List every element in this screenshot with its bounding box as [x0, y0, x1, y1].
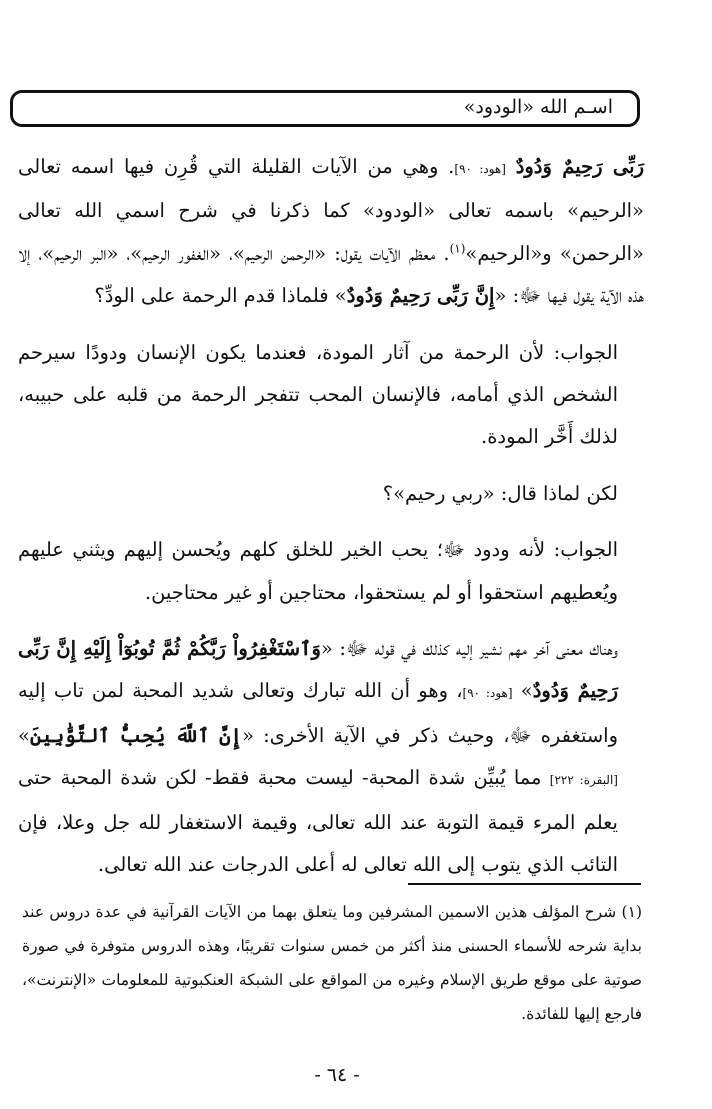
- paragraph-2: الجواب: لأن الرحمة من آثار المودة، فعندما يكون الإنسان ودودًا سيرحم الشخص الذي أمامه، فالإنسان المحب تتفجر الرحمة من قلبه على حبيبه، لذلك أَخَّر المودة.: [18, 340, 618, 449]
- quran-verse: رَبِّى رَحِيمٌ وَدُودٌ: [515, 155, 644, 178]
- footnotes: [22, 895, 642, 1031]
- quran-verse: وَٱسْتَغْفِرُواْ رَبَّكُمْ ثُمَّ تُوبُوٓاْ إِلَيْهِ إِنَّ رَبِّى رَحِيمٌ وَدُودٌ: [18, 637, 619, 703]
- paragraph-text: ، وهو أن الله تبارك وتعالى شديد المحبة لمن تاب إليه واستغفره ﷻ، وحيث ذكر في الآية الأخرى: «: [18, 679, 618, 747]
- body-text: [18, 146, 644, 887]
- verse-reference: [هود: ٩٠]: [462, 686, 513, 701]
- footnote-marker: (١): [449, 241, 466, 256]
- header-title: اسـم الله «الودود»: [463, 96, 613, 118]
- paragraph-1: [18, 146, 644, 318]
- paragraph-3: لكن لماذا قال: «ربي رحيم»؟: [382, 481, 618, 505]
- paragraph-text: »: [520, 679, 533, 703]
- verse-reference: [البقرة: ٢٢٢]: [549, 773, 618, 788]
- paragraph-text: » فلماذا قدم الرحمة على الودِّ؟: [94, 284, 347, 308]
- page-number: - ٦٤ -: [314, 1064, 360, 1086]
- paragraph-5: [18, 628, 644, 886]
- paragraph-text: »: [18, 723, 30, 747]
- verse-reference: [هود: ٩٠]: [454, 162, 506, 176]
- running-header: [10, 90, 640, 127]
- footnote-divider: [408, 883, 641, 885]
- paragraph-text: . معظم الآيات يقول: «الرحمن الرحيم»، «الغفور الرحيم»، «البر الرحيم»، إلا هذه الآية يقول فيها ﷻ: «: [18, 241, 644, 308]
- paragraph-text: وهناك معنى آخر مهم نشير إليه كذلك في قوله ﷻ: «: [320, 637, 618, 661]
- paragraph-text: . وهي من الآيات القليلة التي قُرِن فيها اسمه تعالى «الرحيم» باسمه تعالى «الودود» كما ذكرنا في شرح اسمي الله تعالى «الرحمن» و«الرحيم»: [18, 155, 644, 265]
- paragraph-text: مما يُبيِّن شدة المحبة- ليست محبة فقط- لكن شدة المحبة حتى يعلم المرء قيمة التوبة عند الله تعالى، وقيمة الاستغفار لله جل وعلا، فإن التائب الذي يتوب إلى الله تعالى له أعلى الدرجات عند الله تعالى.: [18, 766, 618, 877]
- paragraph-4: الجواب: لأنه ودود ﷻ؛ يحب الخير للخلق كلهم ويُحسن إليهم ويثني عليهم ويُعطيهم استحقوا أو لم يستحقوا، محتاجين أو غير محتاجين.: [18, 538, 618, 604]
- quran-verse: إِنَّ ٱللَّهَ يُحِبُّ ٱلتَّوَّٰبِينَ: [29, 723, 242, 747]
- quran-verse: إِنَّ رَبِّى رَحِيمٌ وَدُودٌ: [346, 284, 495, 308]
- footnote-1: (١) شرح المؤلف هذين الاسمين المشرفين وما يتعلق بهما من الآيات القرآنية في عدة دروس عند بداية شرحه للأسماء الحسنى منذ أكثر من خمس سنوات تقريبًا، وهذه الدروس متوفرة في صورة صوتية على موقع طريق الإسلام وغيره من المواقع على الشبكة العنكبوتية للمعلومات «الإنترنت»، فارجع إليها للفائدة.: [22, 903, 642, 1023]
